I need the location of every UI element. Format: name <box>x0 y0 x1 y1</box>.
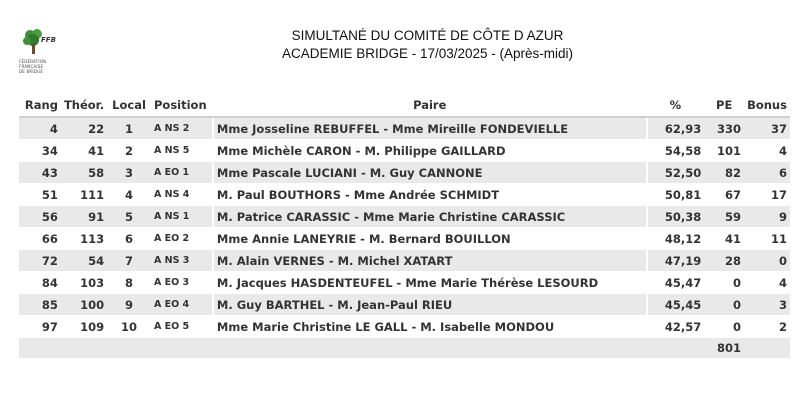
cell-position: A NS 2 <box>151 117 213 140</box>
table-row <box>19 206 790 228</box>
cell-rang: 72 <box>19 250 61 272</box>
cell-position: A NS 5 <box>151 140 213 162</box>
total-row-empty-cell <box>647 338 705 359</box>
cell-rang: 66 <box>19 228 61 250</box>
logo-line-1: FÉDÉRATION <box>19 59 47 64</box>
cell-pe: 28 <box>704 250 744 272</box>
results-table <box>19 94 790 359</box>
logo-line-2: FRANÇAISE <box>19 64 44 69</box>
cell-bonus: 4 <box>744 272 790 294</box>
col-header-pct: % <box>647 94 705 117</box>
cell-pct: 52,50 <box>647 162 705 184</box>
cell-theor: 22 <box>61 117 107 140</box>
col-header-local: Local <box>107 94 151 117</box>
cell-pct: 48,12 <box>647 228 705 250</box>
cell-paire: M. Alain VERNES - M. Michel XATART <box>213 250 647 272</box>
total-row-empty-cell <box>61 338 107 359</box>
cell-position: A EO 4 <box>151 294 213 316</box>
col-header-pe: PE <box>704 94 744 117</box>
table-row <box>19 316 790 338</box>
cell-rang: 97 <box>19 316 61 338</box>
cell-pe: 101 <box>704 140 744 162</box>
table-row <box>19 184 790 206</box>
cell-pct: 50,81 <box>647 184 705 206</box>
cell-paire: Mme Pascale LUCIANI - M. Guy CANNONE <box>213 162 647 184</box>
total-row <box>19 338 790 359</box>
table-header-row <box>19 94 790 117</box>
cell-rang: 43 <box>19 162 61 184</box>
cell-pct: 45,45 <box>647 294 705 316</box>
cell-theor: 54 <box>61 250 107 272</box>
cell-pe: 82 <box>704 162 744 184</box>
table-row <box>19 228 790 250</box>
cell-paire: M. Guy BARTHEL - M. Jean-Paul RIEU <box>213 294 647 316</box>
cell-rang: 85 <box>19 294 61 316</box>
cell-theor: 91 <box>61 206 107 228</box>
cell-bonus: 11 <box>744 228 790 250</box>
cell-pe: 0 <box>704 316 744 338</box>
cell-pe: 330 <box>704 117 744 140</box>
cell-bonus: 9 <box>744 206 790 228</box>
cell-pe: 0 <box>704 294 744 316</box>
cell-rang: 56 <box>19 206 61 228</box>
total-row-empty-cell <box>744 338 790 359</box>
cell-theor: 103 <box>61 272 107 294</box>
cell-local: 3 <box>107 162 151 184</box>
page-subtitle: ACADEMIE BRIDGE - 17/03/2025 - (Après-midi) <box>281 46 574 61</box>
cell-local: 5 <box>107 206 151 228</box>
cell-local: 8 <box>107 272 151 294</box>
cell-theor: 41 <box>61 140 107 162</box>
cell-position: A NS 3 <box>151 250 213 272</box>
cell-theor: 100 <box>61 294 107 316</box>
cell-paire: M. Paul BOUTHORS - Mme Andrée SCHMIDT <box>213 184 647 206</box>
total-row-empty-cell <box>19 338 61 359</box>
cell-pe: 0 <box>704 272 744 294</box>
cell-local: 4 <box>107 184 151 206</box>
col-header-paire: Paire <box>213 94 647 117</box>
cell-local: 1 <box>107 117 151 140</box>
table-row <box>19 272 790 294</box>
cell-theor: 111 <box>61 184 107 206</box>
table-row <box>19 140 790 162</box>
cell-local: 10 <box>107 316 151 338</box>
cell-pe: 41 <box>704 228 744 250</box>
cell-local: 2 <box>107 140 151 162</box>
logo-abbreviation: FFB <box>41 36 56 44</box>
cell-theor: 58 <box>61 162 107 184</box>
page-title: SIMULTANÉ DU COMITÉ DE CÔTE D AZUR <box>291 28 564 43</box>
cell-paire: Mme Annie LANEYRIE - M. Bernard BOUILLON <box>213 228 647 250</box>
col-header-bonus: Bonus <box>744 94 790 117</box>
col-header-position: Position <box>151 94 213 117</box>
cell-bonus: 4 <box>744 140 790 162</box>
cell-paire: Mme Michèle CARON - M. Philippe GAILLARD <box>213 140 647 162</box>
cell-pct: 62,93 <box>647 117 705 140</box>
cell-bonus: 17 <box>744 184 790 206</box>
table-row <box>19 250 790 272</box>
cell-paire: Mme Josseline REBUFFEL - Mme Mireille FONDEVIELLE <box>213 117 647 140</box>
cell-pct: 47,19 <box>647 250 705 272</box>
cell-position: A EO 2 <box>151 228 213 250</box>
cell-paire: Mme Marie Christine LE GALL - M. Isabelle MONDOU <box>213 316 647 338</box>
cell-bonus: 2 <box>744 316 790 338</box>
cell-theor: 113 <box>61 228 107 250</box>
cell-rang: 84 <box>19 272 61 294</box>
cell-bonus: 3 <box>744 294 790 316</box>
col-header-rang: Rang <box>19 94 61 117</box>
cell-paire: M. Jacques HASDENTEUFEL - Mme Marie Thérèse LESOURD <box>213 272 647 294</box>
cell-pct: 54,58 <box>647 140 705 162</box>
cell-paire: M. Patrice CARASSIC - Mme Marie Christine CARASSIC <box>213 206 647 228</box>
cell-pe: 59 <box>704 206 744 228</box>
logo-caption <box>19 59 61 74</box>
cell-position: A EO 1 <box>151 162 213 184</box>
cell-position: A EO 3 <box>151 272 213 294</box>
table-row <box>19 294 790 316</box>
cell-local: 7 <box>107 250 151 272</box>
cell-rang: 51 <box>19 184 61 206</box>
cell-position: A NS 4 <box>151 184 213 206</box>
cell-position: A EO 5 <box>151 316 213 338</box>
cell-pe: 67 <box>704 184 744 206</box>
cell-bonus: 37 <box>744 117 790 140</box>
cell-position: A NS 1 <box>151 206 213 228</box>
table-row <box>19 117 790 140</box>
cell-pct: 42,57 <box>647 316 705 338</box>
col-header-theor: Théor. <box>61 94 107 117</box>
cell-pct: 50,38 <box>647 206 705 228</box>
cell-bonus: 6 <box>744 162 790 184</box>
logo-line-3: DE BRIDGE <box>19 69 44 74</box>
total-row-empty-cell <box>151 338 213 359</box>
table-row <box>19 162 790 184</box>
cell-pct: 45,47 <box>647 272 705 294</box>
cell-local: 6 <box>107 228 151 250</box>
cell-theor: 109 <box>61 316 107 338</box>
cell-rang: 4 <box>19 117 61 140</box>
total-row-empty-cell <box>107 338 151 359</box>
cell-rang: 34 <box>19 140 61 162</box>
cell-bonus: 0 <box>744 250 790 272</box>
total-row-empty-cell <box>213 338 647 359</box>
cell-local: 9 <box>107 294 151 316</box>
total-pe: 801 <box>704 338 744 359</box>
